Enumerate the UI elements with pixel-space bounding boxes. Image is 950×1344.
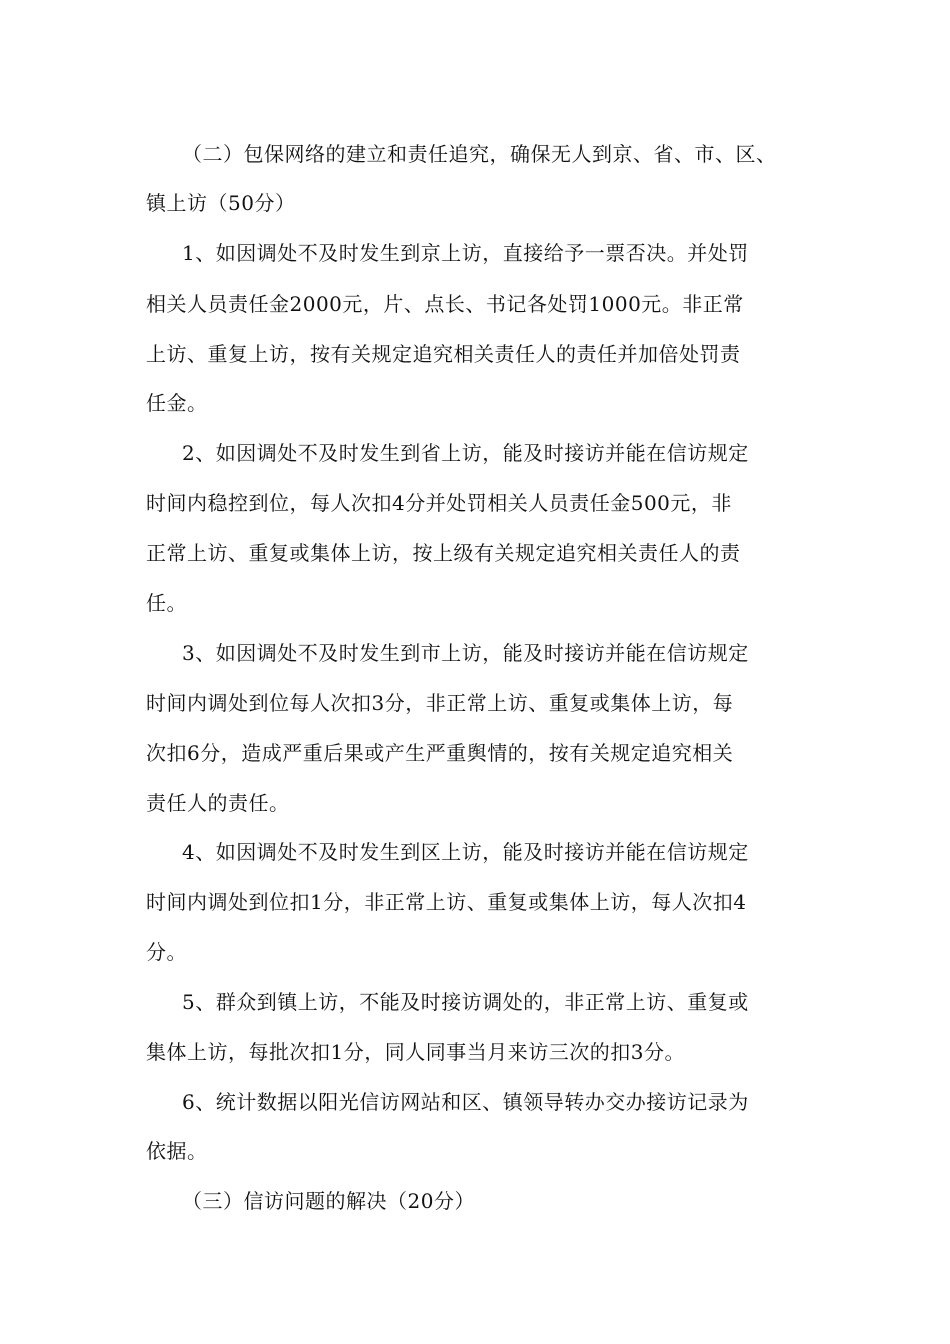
item-1-line-3: 上访、重复上访，按有关规定追究相关责任人的责任并加倍处罚责 <box>146 342 741 366</box>
item-1-line-2: 相关人员责任金2000元，片、点长、书记各处罚1000元。非正常 <box>146 292 744 316</box>
item-3-line-3: 次扣6分，造成严重后果或产生严重舆情的，按有关规定追究相关 <box>146 741 734 765</box>
item-6-line-2: 依据。 <box>146 1139 208 1163</box>
item-1-line-4: 任金。 <box>146 391 208 415</box>
item-4-line-1: 4、如因调处不及时发生到区上访，能及时接访并能在信访规定 <box>182 840 749 864</box>
item-3-line-4: 责任人的责任。 <box>146 791 290 815</box>
item-2-line-2: 时间内稳控到位，每人次扣4分并处罚相关人员责任金500元，非 <box>146 491 732 515</box>
section-heading-2-cont: 镇上访（50分） <box>146 191 296 215</box>
item-5-line-2: 集体上访，每批次扣1分，同人同事当月来访三次的扣3分。 <box>146 1040 685 1064</box>
item-6-line-1: 6、统计数据以阳光信访网站和区、镇领导转办交办接访记录为 <box>182 1090 749 1114</box>
item-2-line-3: 正常上访、重复或集体上访，按上级有关规定追究相关责任人的责 <box>146 541 741 565</box>
item-2-line-4: 任。 <box>146 591 187 615</box>
item-1-line-1: 1、如因调处不及时发生到京上访，直接给予一票否决。并处罚 <box>182 241 749 265</box>
item-4-line-2: 时间内调处到位扣1分，非正常上访、重复或集体上访，每人次扣4 <box>146 890 747 914</box>
item-3-line-1: 3、如因调处不及时发生到市上访，能及时接访并能在信访规定 <box>182 641 749 665</box>
item-4-line-3: 分。 <box>146 940 187 964</box>
section-heading-3: （三）信访问题的解决（20分） <box>182 1189 475 1213</box>
section-heading-2: （二）包保网络的建立和责任追究，确保无人到京、省、市、区、 <box>182 142 777 166</box>
item-2-line-1: 2、如因调处不及时发生到省上访，能及时接访并能在信访规定 <box>182 441 749 465</box>
item-5-line-1: 5、群众到镇上访，不能及时接访调处的，非正常上访、重复或 <box>182 990 749 1014</box>
item-3-line-2: 时间内调处到位每人次扣3分，非正常上访、重复或集体上访，每 <box>146 691 734 715</box>
